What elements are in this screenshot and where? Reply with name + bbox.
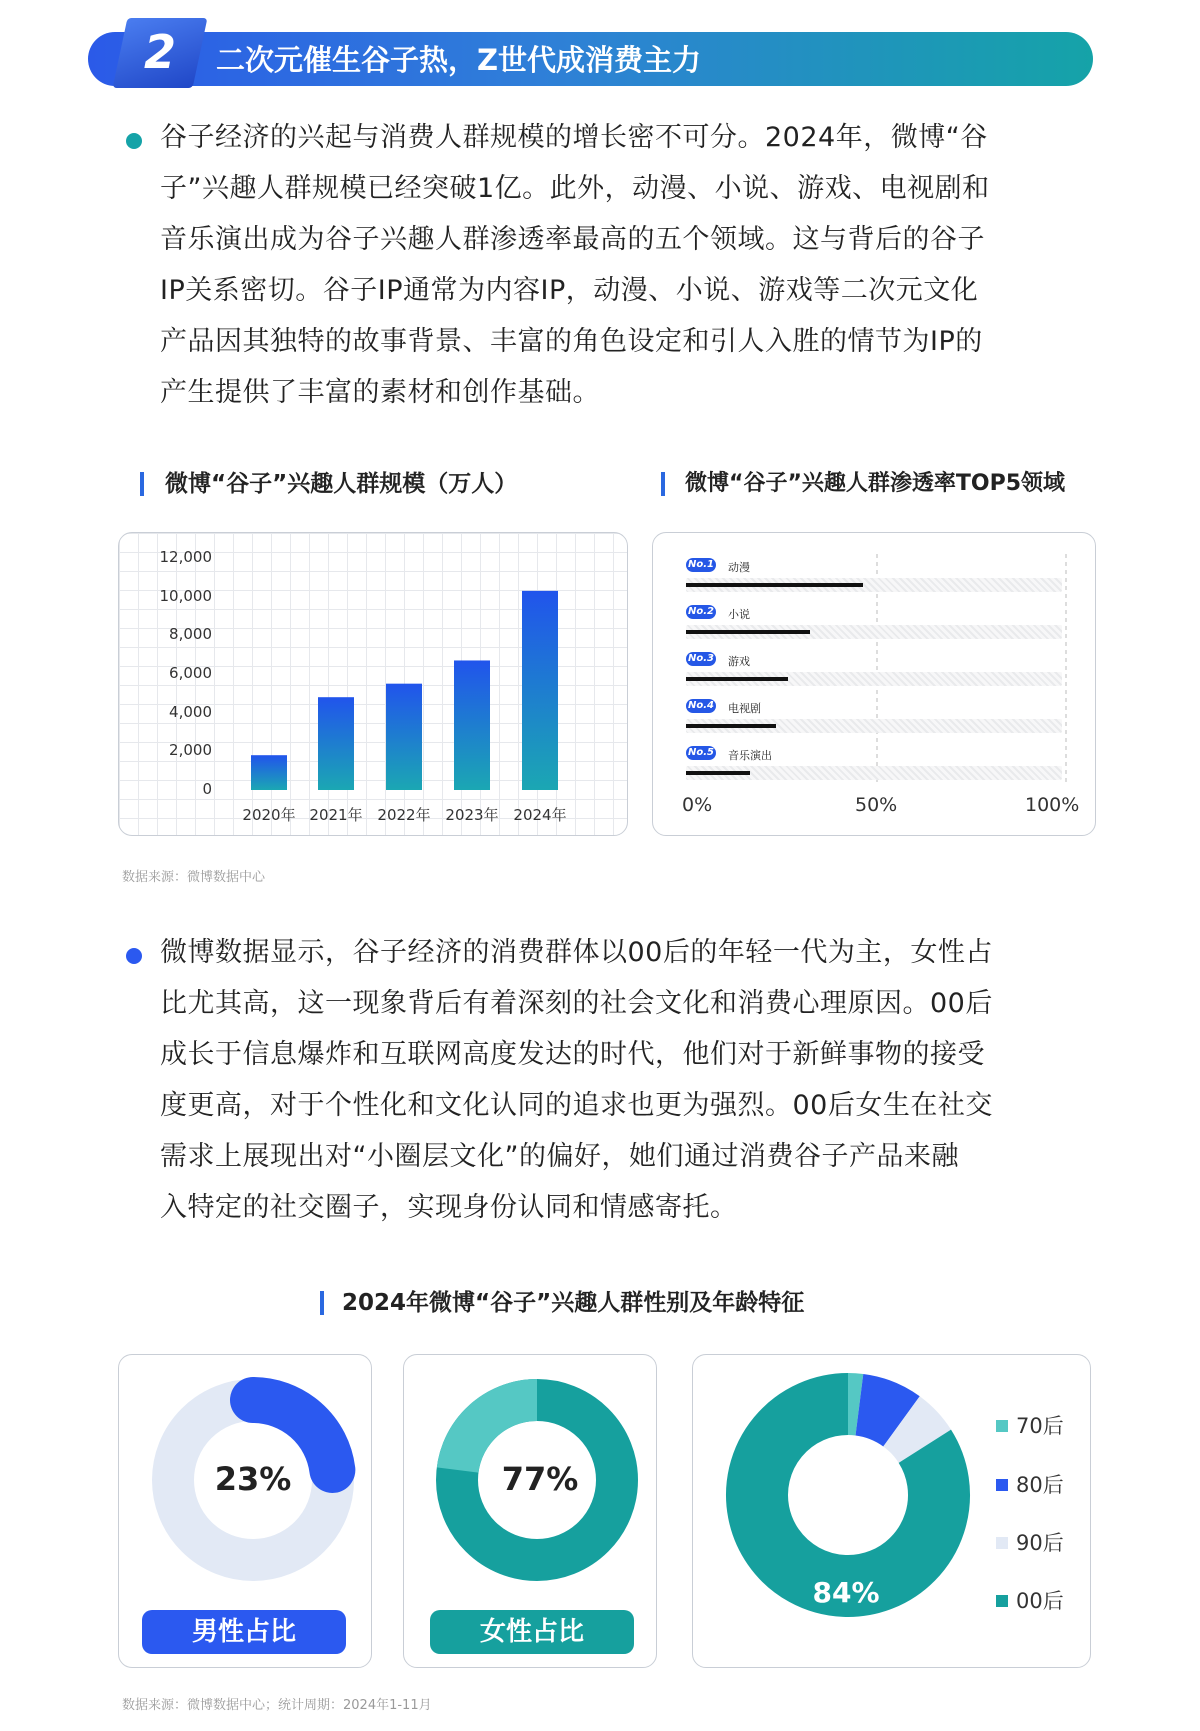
rank-badge: No.3 bbox=[688, 653, 714, 664]
paragraph-line: 微博数据显示，谷子经济的消费群体以00后的年轻一代为主，女性占 bbox=[160, 937, 993, 968]
y-tick: 2,000 bbox=[169, 741, 212, 760]
paragraph-line: 需求上展现出对“小圈层文化”的偏好，她们通过消费谷子产品来融 bbox=[160, 1141, 959, 1172]
rank-label: 电视剧 bbox=[728, 702, 761, 715]
y-tick: 6,000 bbox=[169, 664, 212, 682]
x-tick: 2023年 bbox=[445, 806, 499, 824]
paragraph-line: IP关系密切。谷子IP通常为内容IP，动漫、小说、游戏等二次元文化 bbox=[160, 275, 979, 306]
paragraph-line: 谷子经济的兴起与消费人群规模的增长密不可分。2024年，微博“谷 bbox=[160, 122, 988, 153]
x-tick: 0% bbox=[682, 794, 713, 816]
rank-chart-title: 微博“谷子”兴趣人群渗透率TOP5领域 bbox=[685, 471, 1066, 496]
rank-label: 游戏 bbox=[728, 655, 750, 668]
female-caption: 女性占比 bbox=[430, 1610, 634, 1654]
female-center-label: 77% bbox=[501, 1460, 579, 1498]
rank-badge: No.5 bbox=[688, 747, 714, 758]
y-tick: 12,000 bbox=[159, 548, 212, 566]
rank-label: 小说 bbox=[728, 608, 750, 621]
legend-swatch-70 bbox=[996, 1420, 1008, 1432]
paragraph-line: 成长于信息爆炸和互联网高度发达的时代，他们对于新鲜事物的接受 bbox=[160, 1039, 985, 1070]
rank-label: 音乐演出 bbox=[728, 749, 772, 762]
paragraph-line: 音乐演出成为谷子兴趣人群渗透率最高的五个领域。这与背后的谷子 bbox=[160, 224, 985, 255]
legend-swatch-00 bbox=[996, 1595, 1008, 1607]
legend-label: 70后 bbox=[1016, 1414, 1064, 1438]
age-slice-70后 bbox=[848, 1404, 859, 1405]
legend-label: 80后 bbox=[1016, 1473, 1064, 1497]
section-number: 2 bbox=[143, 25, 176, 79]
donut-chart-title: 2024年微博“谷子”兴趣人群性别及年龄特征 bbox=[342, 1290, 805, 1316]
rank-badge: No.2 bbox=[688, 606, 714, 617]
section-title: 二次元催生谷子热，Z世代成消费主力 bbox=[216, 43, 702, 77]
legend-swatch-80 bbox=[996, 1479, 1008, 1491]
legend-swatch-90 bbox=[996, 1537, 1008, 1549]
y-tick: 10,000 bbox=[159, 586, 212, 605]
x-tick: 2021年 bbox=[309, 806, 363, 824]
paragraph-line: 入特定的社交圈子，实现身份认同和情感寄托。 bbox=[160, 1192, 738, 1223]
y-tick: 8,000 bbox=[169, 625, 212, 644]
y-tick: 4,000 bbox=[169, 702, 212, 721]
rank-badge: No.4 bbox=[688, 700, 714, 711]
age-slice-80后 bbox=[859, 1405, 901, 1422]
x-tick: 100% bbox=[1025, 794, 1080, 816]
x-tick: 50% bbox=[855, 794, 898, 816]
x-tick: 2022年 bbox=[377, 806, 431, 824]
age-slice-90后 bbox=[901, 1421, 924, 1446]
x-tick: 2024年 bbox=[513, 806, 567, 824]
paragraph-line: 度更高，对于个性化和文化认同的追求也更为强烈。00后女生在社交 bbox=[160, 1090, 993, 1121]
legend-label: 00后 bbox=[1016, 1589, 1064, 1613]
age-00-label: 84% bbox=[812, 1576, 880, 1609]
male-caption: 男性占比 bbox=[142, 1610, 346, 1654]
bar-chart-title: 微博“谷子”兴趣人群规模（万人） bbox=[165, 471, 518, 497]
x-tick: 2020年 bbox=[242, 806, 296, 824]
legend-label: 90后 bbox=[1016, 1531, 1064, 1555]
paragraph-line: 产品因其独特的故事背景、丰富的角色设定和引人入胜的情节为IP的 bbox=[160, 326, 983, 357]
y-tick: 0 bbox=[202, 780, 212, 798]
rank-label: 动漫 bbox=[728, 561, 750, 574]
source-note: 数据来源：微博数据中心；统计周期：2024年1-11月 bbox=[122, 1698, 432, 1713]
paragraph-line: 产生提供了丰富的素材和创作基础。 bbox=[160, 377, 600, 408]
source-note: 数据来源：微博数据中心 bbox=[122, 870, 266, 885]
rank-badge: No.1 bbox=[688, 559, 714, 570]
paragraph-line: 子”兴趣人群规模已经突破1亿。此外，动漫、小说、游戏、电视剧和 bbox=[160, 173, 990, 204]
paragraph-line: 比尤其高，这一现象背后有着深刻的社会文化和消费心理原因。00后 bbox=[160, 988, 993, 1019]
male-center-label: 23% bbox=[214, 1460, 292, 1498]
